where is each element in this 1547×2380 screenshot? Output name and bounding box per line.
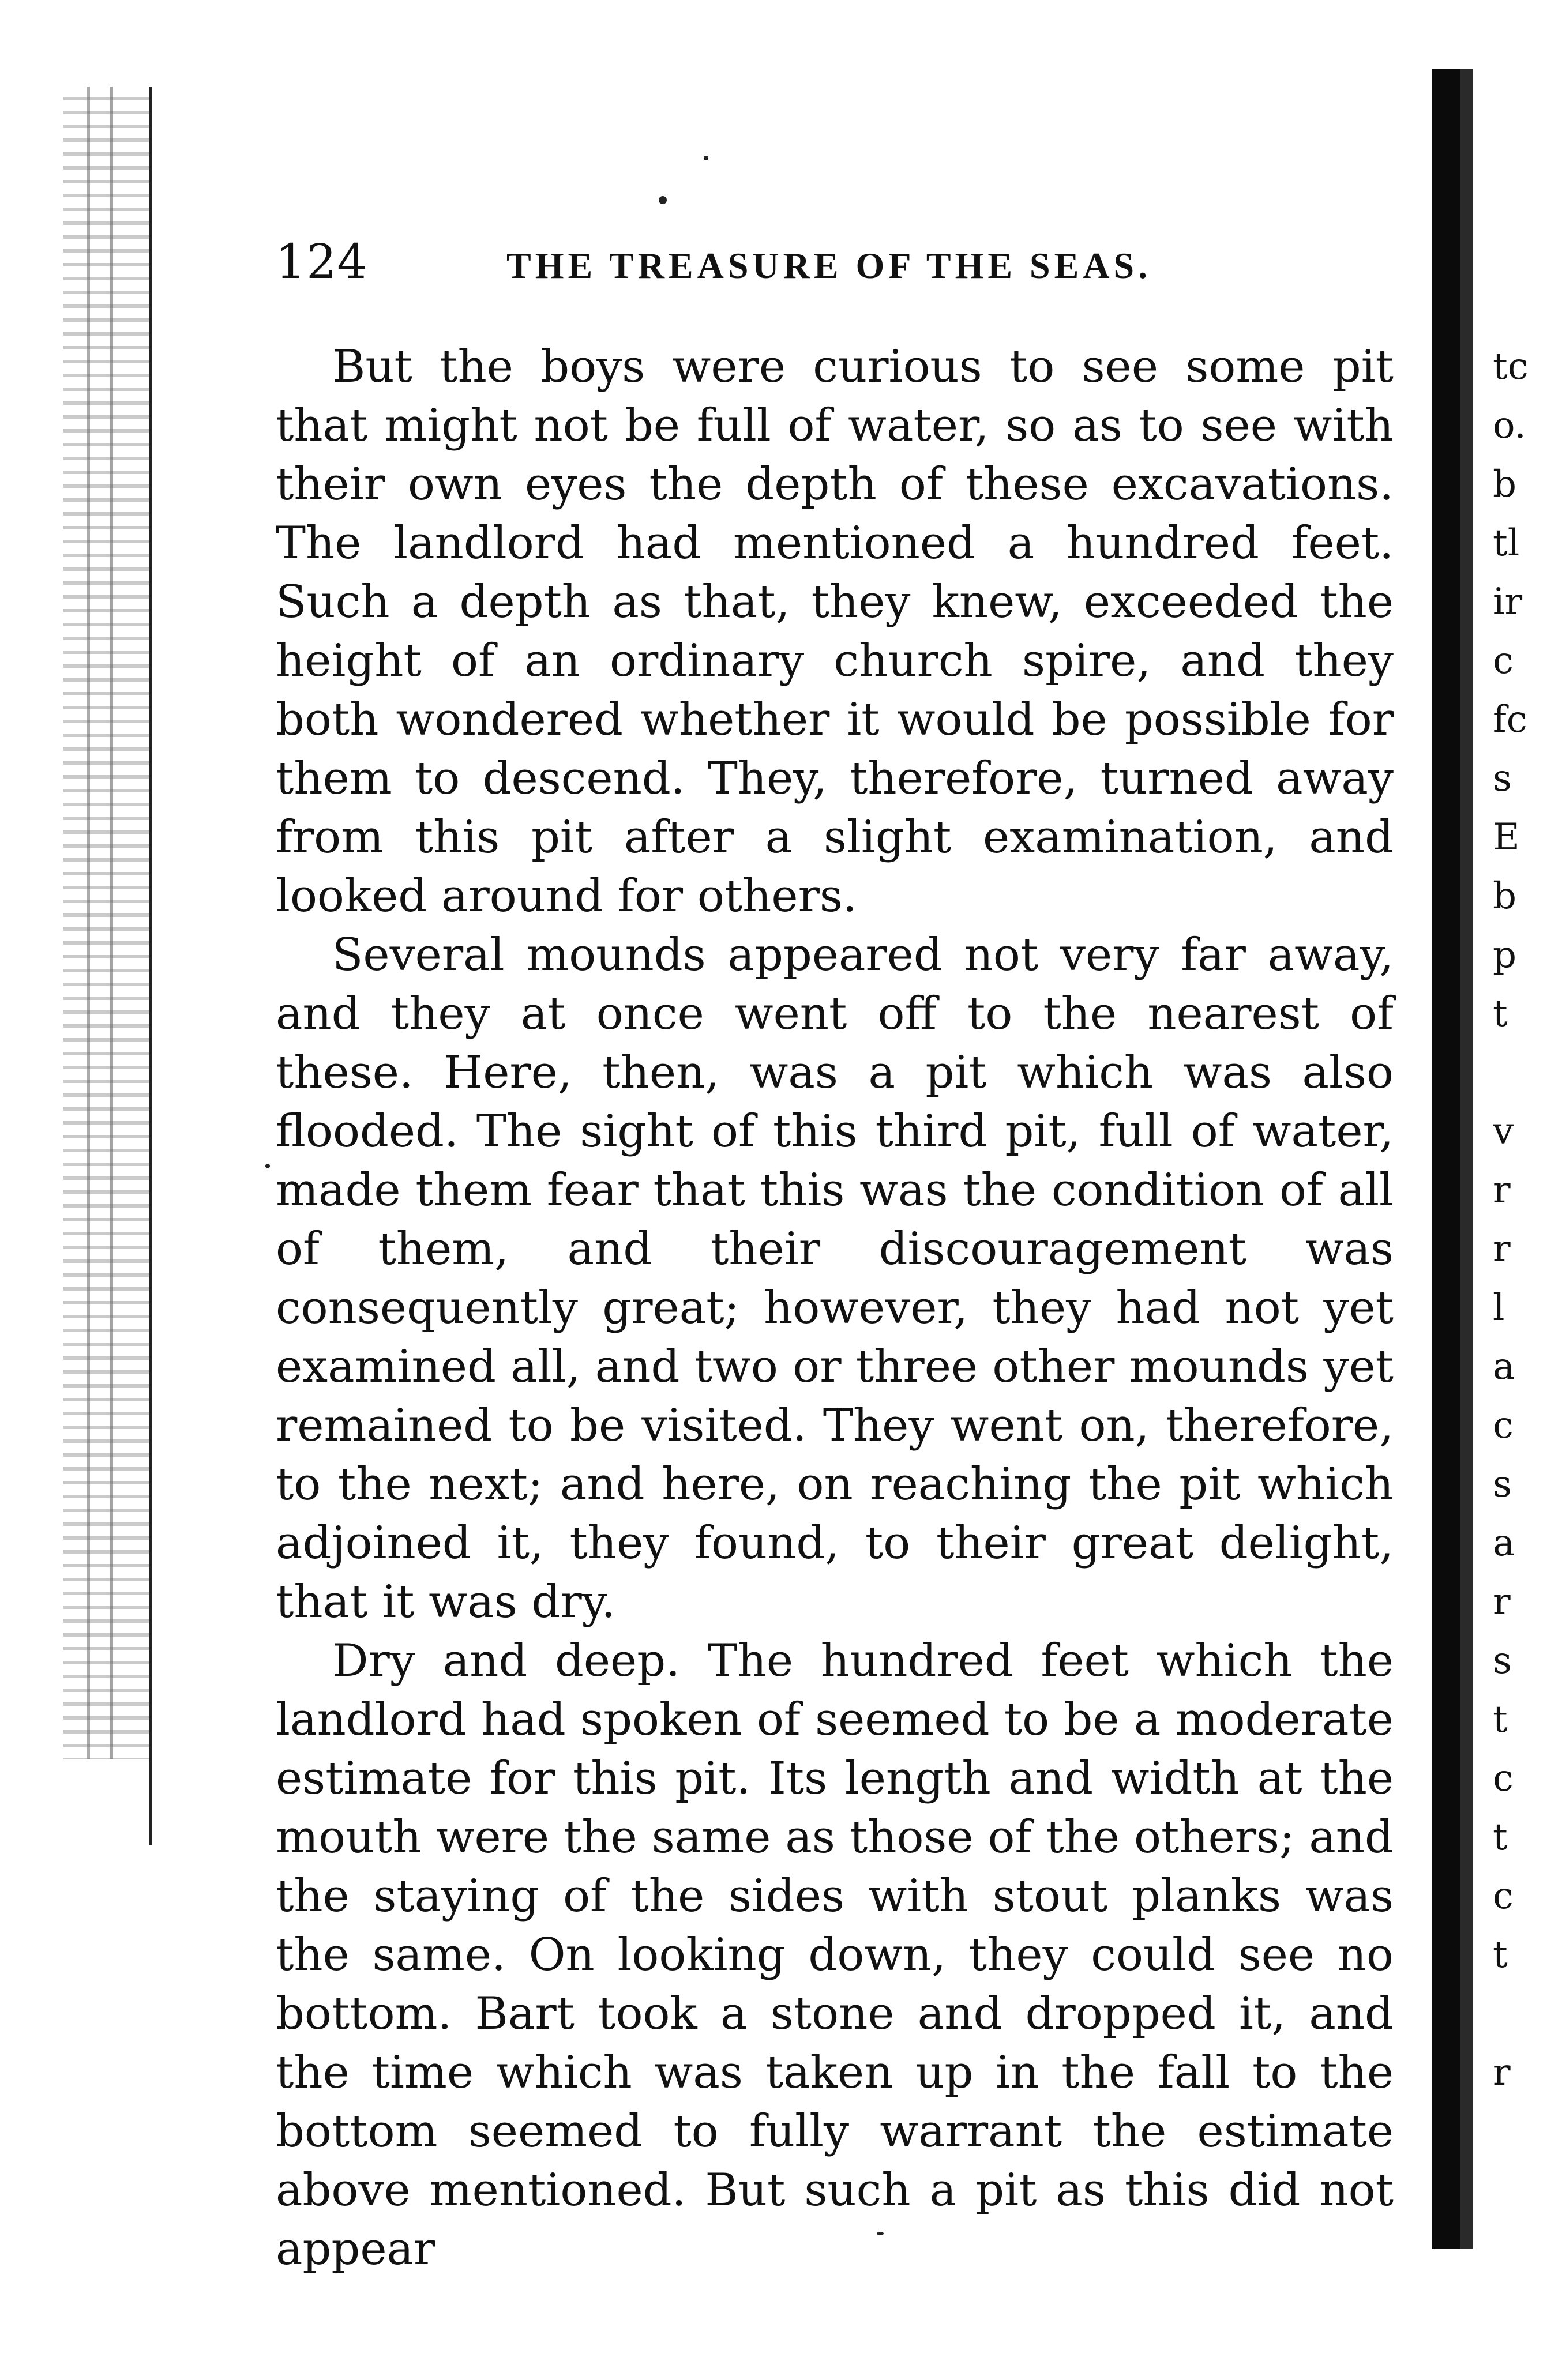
facing-page-fragment: t bbox=[1493, 992, 1508, 1035]
facing-page-fragment: o. bbox=[1493, 404, 1526, 447]
page-header bbox=[276, 234, 1406, 303]
gutter-rule bbox=[149, 87, 152, 1845]
facing-page-fragment: tc bbox=[1493, 345, 1529, 388]
facing-page-fragment: tl bbox=[1493, 522, 1520, 565]
facing-page-fragment: l bbox=[1493, 1287, 1505, 1329]
facing-page-fragment: c bbox=[1493, 640, 1514, 682]
facing-page-fragment: b bbox=[1493, 463, 1516, 506]
facing-page-fragment: p bbox=[1493, 934, 1516, 976]
facing-page-fragment: ir bbox=[1493, 581, 1523, 623]
facing-page-fragment: v bbox=[1493, 1110, 1514, 1153]
facing-page-fragment: t bbox=[1493, 1934, 1508, 1976]
paragraph: But the boys were curious to see some pit that might not be full of water, so as to see with their own eyes the depth of these excavations. The landlord had mentioned a hundred feet. Such a depth as that, they knew, exceeded the height of an ordinary church spire, and they both wondered whether it would be possible for them to descend. They, therefore, turned away from this pit after a slight examination, and looked around for others. bbox=[276, 341, 1394, 922]
facing-page-fragment bbox=[1493, 1043, 1545, 1102]
facing-page-fragment: c bbox=[1493, 1875, 1514, 1917]
facing-page-fragment: E bbox=[1493, 816, 1520, 859]
print-speck bbox=[265, 1164, 270, 1168]
facing-page-fragment: s bbox=[1493, 757, 1512, 800]
paragraph: Dry and deep. The hundred feet which the landlord had spoken of seemed to be a moderate estimate for this pit. Its length and width at the mouth were the same as those of the others; and the staying of the sides with stout planks was the same. On looking down, they could see no bottom. Bart took a stone and dropped it, and the time which was taken up in the fall to the bottom seemed to fully warrant the estimate above mentioned. But such a pit as this did not appear bbox=[276, 1635, 1394, 2275]
facing-page-fragment bbox=[1493, 1984, 1545, 2043]
facing-page-fragment: c bbox=[1493, 1404, 1514, 1447]
facing-page-fragment: c bbox=[1493, 1757, 1514, 1800]
facing-page-fragment: b bbox=[1493, 875, 1516, 918]
facing-page-fragment: s bbox=[1493, 1640, 1512, 1682]
print-speck bbox=[659, 196, 667, 204]
facing-page-fragment: fc bbox=[1493, 698, 1527, 741]
running-head: THE TREASURE OF THE SEAS. bbox=[506, 245, 1152, 286]
facing-page-fragment: a bbox=[1493, 1522, 1515, 1565]
paragraph: Several mounds appeared not very far away, and they at once went off to the nearest of these. Here, then, was a pit which was also flooded. The sight of this third pit, full of water, made them fear that this was the condition of all of them, and their discouragement was consequently great; however, they had not yet examined all, and two or three other mounds yet remained to be visited. They went on, therefore, to the next; and here, on reaching the pit which adjoined it, they found, to their great delight, that it was dry. bbox=[276, 929, 1394, 1628]
facing-page-fragment: a bbox=[1493, 1345, 1515, 1388]
facing-page-fragment: r bbox=[1493, 1228, 1511, 1270]
page-edge-shadow bbox=[1432, 69, 1473, 2249]
facing-page-fragment: r bbox=[1493, 1169, 1511, 1212]
body-text bbox=[276, 337, 1394, 2279]
page-number: 124 bbox=[276, 235, 368, 289]
facing-page-fragment: r bbox=[1493, 1581, 1511, 1623]
facing-page-fragment: r bbox=[1493, 2051, 1511, 2094]
facing-page-fragment: s bbox=[1493, 1463, 1512, 1506]
print-speck bbox=[704, 156, 708, 160]
book-spine-gutter bbox=[63, 87, 150, 1759]
facing-page-fragment: t bbox=[1493, 1816, 1508, 1859]
facing-page-fragment: t bbox=[1493, 1698, 1508, 1741]
facing-page-fragments bbox=[1493, 337, 1545, 2102]
